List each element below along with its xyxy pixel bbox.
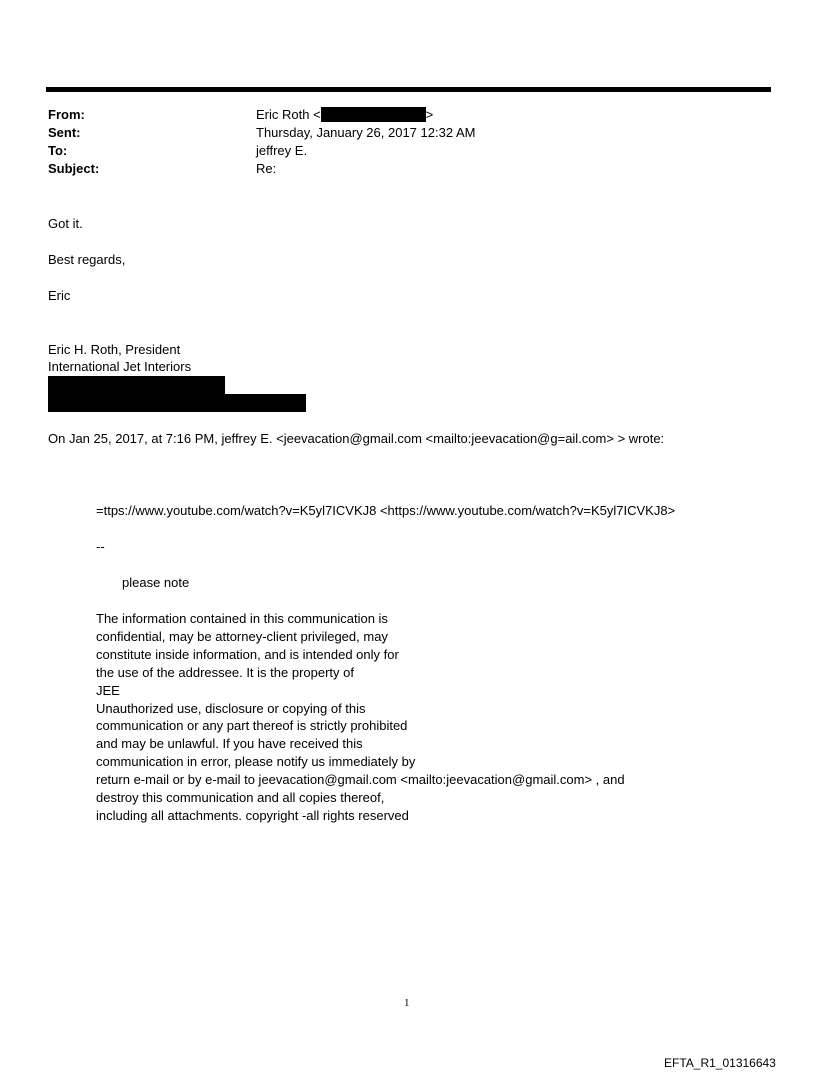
disclaimer-line: and may be unlawful. If you have received this bbox=[96, 736, 363, 751]
to-label: To: bbox=[48, 143, 68, 158]
disclaimer-line: return e-mail or by e-mail to jeevacation@gmail.com <mailto:jeevacation@gmail.com> , and bbox=[96, 772, 625, 787]
body-line-regards: Best regards, bbox=[48, 252, 126, 267]
from-name: Eric Roth < bbox=[256, 107, 321, 122]
from-label: From: bbox=[48, 107, 85, 122]
signature-company: International Jet Interiors bbox=[48, 359, 192, 374]
signature-separator: -- bbox=[96, 539, 105, 554]
sent-label: Sent: bbox=[48, 125, 81, 140]
quoted-intro: On Jan 25, 2017, at 7:16 PM, jeffrey E. <jeevacation@gmail.com <mailto:jeevacation@g=ail.com> > wrote: bbox=[48, 431, 665, 446]
disclaimer-line: destroy this communication and all copies thereof, bbox=[96, 790, 385, 805]
disclaimer-line: communication in error, please notify us immediately by bbox=[96, 754, 416, 769]
signature-redaction-1 bbox=[48, 376, 225, 394]
disclaimer-line: confidential, may be attorney-client privileged, may bbox=[96, 629, 388, 644]
disclaimer-line: JEE bbox=[96, 683, 120, 698]
disclaimer-line: communication or any part thereof is strictly prohibited bbox=[96, 718, 408, 733]
from-value bbox=[256, 106, 433, 124]
disclaimer-line: constitute inside information, and is intended only for bbox=[96, 647, 399, 662]
youtube-link[interactable]: =ttps://www.youtube.com/watch?v=K5yl7ICVKJ8 <https://www.youtube.com/watch?v=K5yl7ICVKJ8> bbox=[96, 503, 676, 518]
signature-redaction-2 bbox=[48, 394, 306, 412]
please-note: please note bbox=[122, 575, 190, 590]
disclaimer-line: The information contained in this communication is bbox=[96, 611, 388, 626]
subject-value: Re: bbox=[256, 161, 277, 176]
body-line-got-it: Got it. bbox=[48, 216, 83, 231]
subject-label: Subject: bbox=[48, 161, 100, 176]
disclaimer-line: including all attachments. copyright -all rights reserved bbox=[96, 808, 409, 823]
signature-name: Eric H. Roth, President bbox=[48, 342, 181, 357]
from-email-redaction bbox=[321, 107, 426, 122]
page-number: 1 bbox=[404, 997, 410, 1009]
bates-number: EFTA_R1_01316643 bbox=[664, 1056, 776, 1070]
to-value: jeffrey E. bbox=[256, 143, 308, 158]
header-rule bbox=[46, 87, 771, 92]
from-suffix: > bbox=[425, 107, 434, 122]
sent-value: Thursday, January 26, 2017 12:32 AM bbox=[256, 125, 476, 140]
body-line-name: Eric bbox=[48, 288, 71, 303]
disclaimer-line: the use of the addressee. It is the property of bbox=[96, 665, 354, 680]
disclaimer-line: Unauthorized use, disclosure or copying of this bbox=[96, 701, 366, 716]
